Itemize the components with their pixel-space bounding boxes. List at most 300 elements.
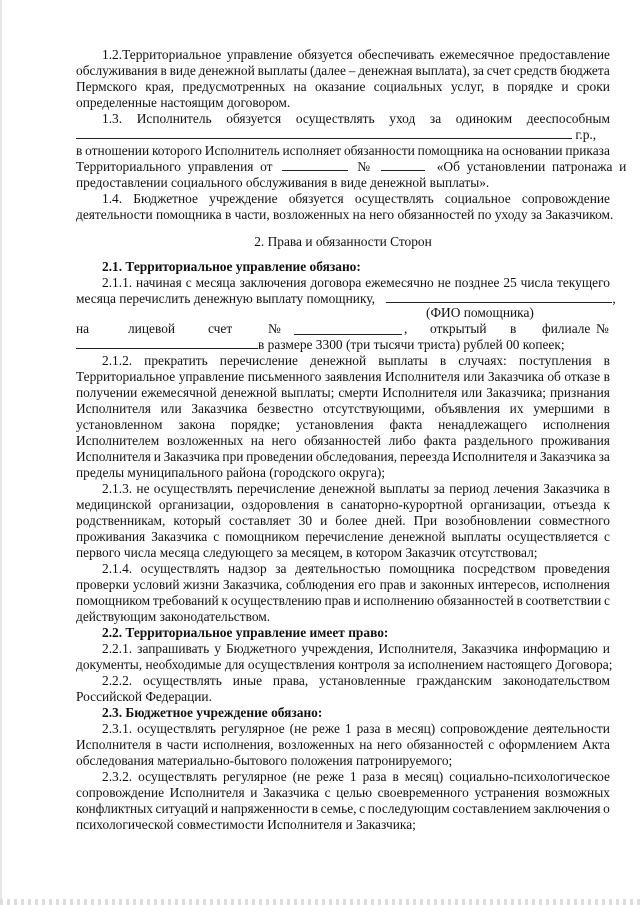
word: оформлением xyxy=(498,737,578,752)
word: в xyxy=(76,143,83,158)
word: него xyxy=(271,433,297,448)
word: осуществлять xyxy=(140,561,220,576)
word: возложенных xyxy=(278,737,355,752)
word: 2.2.1. xyxy=(102,641,133,656)
word: услуг, xyxy=(450,79,485,94)
word: осуществлять xyxy=(354,191,434,206)
word: денежной xyxy=(220,385,277,400)
word: сроки xyxy=(576,79,610,94)
order-from-label: Территориального управления от xyxy=(76,159,273,174)
clause-2-1-1-line-2: месяца перечислить денежную выплату помощнику, , xyxy=(76,291,616,306)
word: его xyxy=(358,577,376,592)
word: их xyxy=(509,401,524,416)
clause-2-1-3-line-4 xyxy=(76,529,610,545)
word: раздельного xyxy=(464,433,534,448)
word: с xyxy=(488,737,495,752)
word: 2.3.1. xyxy=(102,721,133,736)
word: регулярное xyxy=(222,769,287,784)
word: социальное xyxy=(444,191,511,206)
clause-2-2-2-line-2: Российской Федерации. xyxy=(76,689,212,704)
word: Исполнителя xyxy=(382,385,458,400)
clause-1-2-line-1 xyxy=(76,47,610,63)
word: в xyxy=(439,353,447,368)
word: организации, xyxy=(158,497,235,512)
word: 1.3. xyxy=(102,111,123,126)
word: возобновлении xyxy=(445,513,531,528)
word: установленном xyxy=(76,417,163,432)
word: деятельности xyxy=(533,721,610,736)
word: права, xyxy=(272,673,309,688)
clause-2-3-2-line-2 xyxy=(76,785,610,801)
clause-1-2-line-4: определенные настоящим договором. xyxy=(76,95,291,110)
word: отказе xyxy=(564,369,601,384)
word: посредством xyxy=(463,561,536,576)
word: и xyxy=(153,449,161,464)
word: (не xyxy=(292,769,311,784)
word: 2.1.3. xyxy=(102,481,133,496)
word: соответствии xyxy=(525,593,602,608)
word: Исполнитель xyxy=(204,143,280,158)
word: перечисление xyxy=(219,353,298,368)
amount-line xyxy=(76,337,610,353)
word: обследования, xyxy=(315,449,398,464)
word: виде xyxy=(169,63,196,78)
word: к xyxy=(221,593,228,608)
word: него xyxy=(377,737,402,752)
clause-2-1-2-line-2 xyxy=(76,369,610,385)
word: составлением xyxy=(452,801,531,816)
word: Акта xyxy=(582,737,610,752)
word: Исполнителя xyxy=(384,369,460,384)
word: факта xyxy=(389,417,423,432)
word: конфликтных xyxy=(76,801,153,816)
word: безвестно xyxy=(257,401,314,416)
word: договора xyxy=(310,275,362,290)
clause-2-3-1-line-1 xyxy=(76,721,610,737)
clause-2-3-2-line-1 xyxy=(76,769,610,785)
clause-2-3-2-line-3 xyxy=(76,801,610,817)
clause-2-1-2-line-8: пределы муниципального района (городского округа); xyxy=(76,465,386,480)
clause-2-1-2-line-7 xyxy=(76,449,610,465)
word: Исполнителя, xyxy=(378,641,457,656)
word: денежная xyxy=(358,63,413,78)
word: сопровождение xyxy=(521,191,610,206)
word: у xyxy=(214,641,221,656)
word: с xyxy=(359,801,366,816)
word: денежной xyxy=(310,353,367,368)
word: Заказчика; xyxy=(486,385,546,400)
word: 2.1.1. xyxy=(102,275,133,290)
word: случаях: xyxy=(458,353,507,368)
clause-2-1-2-line-1 xyxy=(76,353,610,369)
clause-1-3-line-5: предоставлении социального обслуживания в виде денежной выплаты». xyxy=(76,175,490,190)
account-number-blank[interactable] xyxy=(294,323,402,335)
word: месяц) xyxy=(404,769,444,784)
word: Исполнитель xyxy=(136,111,212,126)
word: осуществляется xyxy=(507,529,598,544)
account-word-opened: открытый xyxy=(430,321,487,336)
word: социально-психологическое xyxy=(449,769,610,784)
word: помощника xyxy=(389,561,455,576)
word: в xyxy=(160,63,167,78)
word: порядке xyxy=(507,79,553,94)
word: совместного xyxy=(539,513,610,528)
word: более xyxy=(335,513,368,528)
word: бюджета xyxy=(559,63,610,78)
word: дееспособным xyxy=(526,111,610,126)
word: не xyxy=(136,481,150,496)
word: в xyxy=(516,593,523,608)
word: ежемесячной xyxy=(141,385,217,400)
word: и xyxy=(353,593,361,608)
payment-amount-text: в размере 3300 (три тысячи триста) рублей 00 копеек; xyxy=(258,337,565,352)
word: обслуживания xyxy=(76,63,158,78)
word: за xyxy=(433,481,445,496)
word: исполнению xyxy=(363,593,435,608)
word: обязуется xyxy=(226,111,282,126)
word: денежной xyxy=(389,529,446,544)
word: реже xyxy=(312,721,340,736)
word: который xyxy=(173,513,221,528)
word: в xyxy=(392,769,399,784)
word: прав xyxy=(324,593,351,608)
word: и xyxy=(210,801,219,816)
clause-2-3-1-line-3: обследования материально-бытового положения патронируемого; xyxy=(76,753,453,768)
clause-1-2-line-3 xyxy=(76,79,610,95)
word: выплаты; xyxy=(280,385,335,400)
word: осуществлять xyxy=(137,721,216,736)
word: месяц) xyxy=(396,721,436,736)
word: заключения xyxy=(533,801,601,816)
word: учреждения, xyxy=(301,641,374,656)
word: закона xyxy=(178,417,216,432)
word: позднее xyxy=(454,275,500,290)
word: с xyxy=(603,529,610,544)
word: исполнения xyxy=(542,417,610,432)
word: возможных xyxy=(544,785,610,800)
word: Исполнителем xyxy=(76,433,160,448)
word: 1 xyxy=(349,769,357,784)
word: в xyxy=(311,801,318,816)
account-comma: , xyxy=(404,321,408,336)
word: интересов, xyxy=(477,577,540,592)
word: денежной xyxy=(198,63,255,78)
word: проведения xyxy=(544,561,610,576)
word: регулярное xyxy=(220,721,285,736)
word: получении xyxy=(76,385,138,400)
word: смерти xyxy=(338,385,379,400)
word: учреждение xyxy=(209,191,278,206)
word: которого xyxy=(151,143,202,158)
word: осуществлять xyxy=(153,481,233,496)
word: и xyxy=(409,577,417,592)
word: помощником xyxy=(76,593,151,608)
word: Исполнителя xyxy=(76,737,151,752)
word: приказа xyxy=(565,143,610,158)
word: Исполнителя xyxy=(169,785,245,800)
word: Заказчика xyxy=(487,369,544,384)
word: Заказчика xyxy=(163,449,220,464)
word: исполнения, xyxy=(203,737,274,752)
word: устранения xyxy=(474,785,540,800)
word: в xyxy=(603,401,610,416)
word: обязуется xyxy=(297,47,353,62)
clause-2-1-4-line-1 xyxy=(76,561,610,577)
word: семье, xyxy=(320,801,357,816)
word: с xyxy=(324,785,331,800)
birth-year-suffix: г.р., xyxy=(575,127,597,142)
word: с xyxy=(213,529,220,544)
word: раза xyxy=(362,769,387,784)
word: или xyxy=(463,369,485,384)
word: проверки xyxy=(76,577,130,592)
word: Заказчика xyxy=(151,529,208,544)
word: санаторно-курортной xyxy=(340,497,463,512)
word: умершими xyxy=(533,401,594,416)
word: Территориальное xyxy=(76,369,176,384)
word: обеспечивать xyxy=(358,47,435,62)
clause-2-1-3-line-2 xyxy=(76,497,610,513)
account-word-account: счет xyxy=(208,321,233,336)
word: денежной xyxy=(319,481,376,496)
word: об xyxy=(547,369,561,384)
word: управление xyxy=(226,47,293,62)
word: края, xyxy=(145,79,174,94)
assistant-fio-caption: (ФИО помощника) xyxy=(426,305,534,320)
order-title-start: «Об установлении патронажа и xyxy=(436,159,627,174)
clause-1-4-line-1 xyxy=(76,191,610,207)
word: Заказчика xyxy=(461,641,518,656)
word: отсутствующими, xyxy=(322,401,425,416)
scan-left-edge xyxy=(0,0,2,905)
word: и xyxy=(561,79,569,94)
word: в xyxy=(385,721,392,736)
word: Исполнителя xyxy=(452,449,528,464)
section-2-title: 2. Права и обязанности Сторон xyxy=(254,234,432,249)
word: законных xyxy=(420,577,475,592)
clause-2-2-1-line-2: документы, необходимые для осуществления контроля за исполнением настоящего Договора; xyxy=(76,657,613,672)
word: и xyxy=(320,513,328,528)
word: исполняет xyxy=(282,143,342,158)
word: ежемесячное xyxy=(439,47,515,62)
word: числа xyxy=(520,275,554,290)
clause-2-3-1-line-2 xyxy=(76,737,610,753)
word: основании xyxy=(502,143,563,158)
word: или xyxy=(160,401,182,416)
word: Заказчика xyxy=(191,401,248,416)
clause-2-1-4-line-3 xyxy=(76,593,610,609)
word: целью xyxy=(336,785,373,800)
word: в xyxy=(326,497,334,512)
word: жизни xyxy=(183,577,220,592)
word: помощником xyxy=(225,529,300,544)
word: ненадлежащего xyxy=(438,417,528,432)
word: средств xyxy=(513,63,558,78)
word: законодательством xyxy=(502,673,610,688)
assistant-fio-blank[interactable] xyxy=(386,291,612,303)
word: перечисление xyxy=(236,481,316,496)
word: напряженности xyxy=(220,801,310,816)
word: на xyxy=(250,433,264,448)
word: дней. xyxy=(375,513,406,528)
word: обязанностей xyxy=(304,433,381,448)
account-number-sign: № xyxy=(268,321,281,336)
customer-name-blank[interactable] xyxy=(76,127,572,139)
word: поступления xyxy=(518,353,592,368)
word: 2.1.2. xyxy=(102,353,133,368)
word: Бюджетное xyxy=(133,191,198,206)
word: с xyxy=(185,275,192,290)
clause-2-2-2-line-1 xyxy=(76,673,610,689)
word: 25 xyxy=(503,275,517,290)
word: порядке; xyxy=(230,417,281,432)
word: за xyxy=(598,449,610,464)
clause-2-1-2-line-4 xyxy=(76,401,610,417)
word: проживания xyxy=(76,529,146,544)
word: проведении xyxy=(246,449,313,464)
word: период xyxy=(449,481,490,496)
word: лечения xyxy=(493,481,539,496)
word: прав xyxy=(379,577,406,592)
word: раза xyxy=(356,721,381,736)
word: уход xyxy=(389,111,416,126)
word: за xyxy=(472,63,484,78)
word: (не xyxy=(289,721,308,736)
word: части xyxy=(166,737,199,752)
word: гражданским xyxy=(416,673,492,688)
word: установленные xyxy=(319,673,406,688)
word: оказание xyxy=(314,79,366,94)
word: начиная xyxy=(136,275,182,290)
clause-2-1-4-line-4: действующим законодательством. xyxy=(76,609,271,624)
account-word-in: в xyxy=(510,321,517,336)
order-number-label: № xyxy=(357,159,370,174)
word: выплаты xyxy=(257,63,308,78)
word: осуществлять xyxy=(143,673,222,688)
clause-2-1-1-line-1 xyxy=(76,275,610,291)
word: письменного xyxy=(247,369,322,384)
word: отношении xyxy=(85,143,150,158)
word: на xyxy=(359,737,373,752)
word: обязанностей xyxy=(406,737,484,752)
order-date-blank[interactable] xyxy=(282,159,348,171)
word: 1 xyxy=(344,721,352,736)
word: 2.3.2. xyxy=(102,769,133,784)
word: сопровождение xyxy=(440,721,529,736)
word: медицинской xyxy=(76,497,152,512)
word: предоставление xyxy=(519,47,610,62)
clause-2-1-3-line-1 xyxy=(76,481,610,497)
branch-number-blank[interactable] xyxy=(76,337,258,349)
word: или xyxy=(461,385,483,400)
word: на xyxy=(486,143,500,158)
word: прекратить xyxy=(144,353,208,368)
word: своевременного xyxy=(377,785,469,800)
clause-2-1-3-line-3 xyxy=(76,513,610,529)
clause-2-1-2-line-6 xyxy=(76,433,610,449)
clause-1-2-line-2 xyxy=(76,63,610,79)
word: организации, xyxy=(470,497,546,512)
account-word-na: на xyxy=(76,321,90,336)
word: ежемесячно xyxy=(365,275,434,290)
word: составляет xyxy=(228,513,291,528)
word: Заказчика, xyxy=(222,577,283,592)
word: 1.4. xyxy=(102,191,123,206)
word: не xyxy=(437,275,451,290)
word: запрашивать xyxy=(137,641,210,656)
account-line xyxy=(76,321,610,337)
word: выплаты xyxy=(379,481,430,496)
word: оздоровления xyxy=(241,497,320,512)
word: ситуаций xyxy=(155,801,209,816)
word: перечисление xyxy=(305,529,384,544)
word: одиноким xyxy=(455,111,513,126)
word: о xyxy=(603,801,610,816)
word: 2.2.2. xyxy=(102,673,133,688)
word: – xyxy=(348,63,356,78)
word: в xyxy=(492,79,499,94)
word: условий xyxy=(132,577,180,592)
word: с xyxy=(604,593,610,608)
clause-1-4-line-2: деятельности помощника в части, возложенных на него обязанностей по уходу за Заказчиком. xyxy=(76,207,614,222)
word: осуществлению xyxy=(230,593,322,608)
word: Заказчика xyxy=(262,785,320,800)
order-number-blank[interactable] xyxy=(381,159,425,171)
word: признания xyxy=(550,385,610,400)
word: помощника xyxy=(417,143,484,158)
clause-1-3-line-2 xyxy=(76,127,610,143)
word: информацию xyxy=(522,641,598,656)
word: 1.2.Территориальное xyxy=(102,47,222,62)
word: Пермского xyxy=(76,79,137,94)
clause-1-3-line-3 xyxy=(76,143,610,159)
word: возложенных xyxy=(166,433,244,448)
word: (далее xyxy=(310,63,346,78)
payment-to-assistant-text: месяца перечислить денежную выплату помощнику, xyxy=(76,291,375,306)
word: обязанностей xyxy=(436,593,514,608)
word: и xyxy=(250,785,258,800)
branch-number-sign: № xyxy=(596,321,609,336)
word: исполнения xyxy=(542,577,610,592)
word: объявления xyxy=(434,401,500,416)
word: установления xyxy=(295,417,374,432)
account-word-branch: филиале xyxy=(542,321,591,336)
word: факта xyxy=(423,433,457,448)
word: обязуется xyxy=(288,191,344,206)
word: родственникам, xyxy=(76,513,166,528)
word: в xyxy=(603,353,610,368)
word: требований xyxy=(152,593,219,608)
clause-2-1-2-line-3 xyxy=(76,385,610,401)
word: осуществлять xyxy=(295,111,375,126)
word: При xyxy=(413,513,438,528)
word: к xyxy=(603,497,610,512)
word: переезда xyxy=(399,449,450,464)
word: выплаты xyxy=(378,353,428,368)
word: заявления xyxy=(324,369,382,384)
word: и xyxy=(602,641,610,656)
clause-1-3-line-4 xyxy=(76,159,627,175)
word: 30 xyxy=(298,513,313,528)
word: за xyxy=(275,561,287,576)
word: в xyxy=(603,481,610,496)
subsection-2-1-heading: 2.1. Территориальное управление обязано: xyxy=(102,259,361,274)
clause-2-1-2-line-5 xyxy=(76,417,610,433)
word: либо xyxy=(388,433,416,448)
word: иные xyxy=(232,673,263,688)
word: 2.1.4. xyxy=(102,561,133,576)
word: отъезда xyxy=(552,497,597,512)
